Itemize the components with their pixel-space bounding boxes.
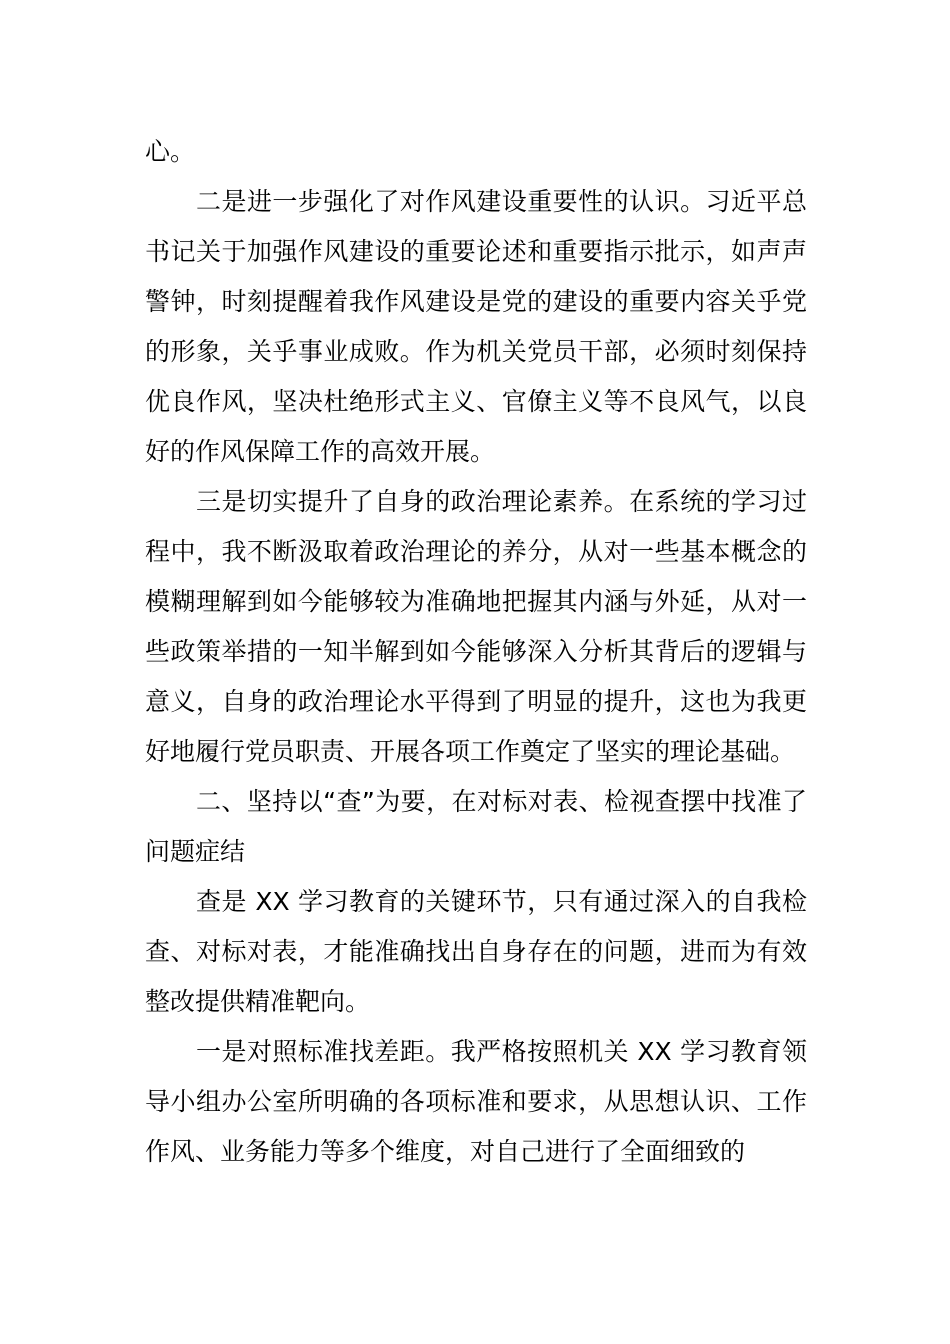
paragraph-compare-standards: 一是对照标准找差距。我严格按照机关 XX 学习教育领导小组办公室所明确的各项标准和要求，从思想认识、工作作风、业务能力等多个维度，对自己进行了全面细致的 <box>145 1037 807 1166</box>
paragraph-work-style-awareness: 二是进一步强化了对作风建设重要性的认识。习近平总书记关于加强作风建设的重要论述和重要指示批示，如声声警钟，时刻提醒着我作风建设是党的建设的重要内容关乎党的形象，关乎事业成败。作为机关党员干部，必须时刻保持优良作风，坚决杜绝形式主义、官僚主义等不良风气，以良好的作风保障工作的高效开展。 <box>145 187 807 466</box>
paragraph-continuation: 心。 <box>145 137 196 166</box>
document-body <box>145 127 807 1177</box>
section-heading-check: 二、坚持以“查”为要，在对标对表、检视查摆中找准了问题症结 <box>145 787 807 866</box>
paragraph-political-theory: 三是切实提升了自身的政治理论素养。在系统的学习过程中，我不断汲取着政治理论的养分，从对一些基本概念的模糊理解到如今能够较为准确地把握其内涵与外延，从对一些政策举措的一知半解到如今能够深入分析其背后的逻辑与意义，自身的政治理论水平得到了明显的提升，这也为我更好地履行党员职责、开展各项工作奠定了坚实的理论基础。 <box>145 487 807 766</box>
paragraph-check-intro: 查是 XX 学习教育的关键环节，只有通过深入的自我检查、对标对表，才能准确找出自身存在的问题，进而为有效整改提供精准靶向。 <box>145 887 807 1016</box>
